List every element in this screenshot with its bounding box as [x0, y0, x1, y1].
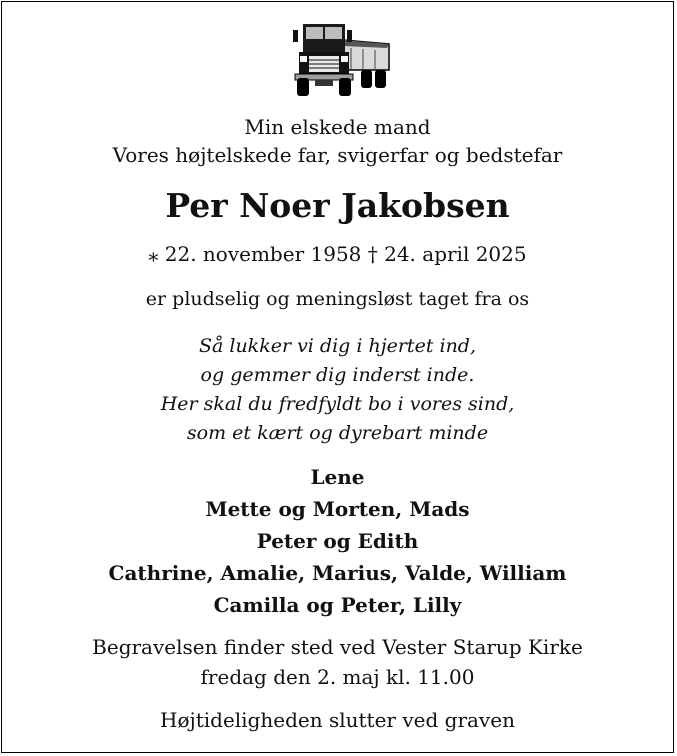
family-line-4: Cathrine, Amalie, Marius, Valde, William	[108, 561, 567, 585]
closing-text: Højtideligheden slutter ved graven	[160, 708, 515, 732]
family-line-3: Peter og Edith	[256, 529, 419, 553]
intro-line-2: Vores højtelskede far, svigerfar og bedstefar	[112, 143, 563, 167]
funeral-time: fredag den 2. maj kl. 11.00	[200, 665, 475, 689]
announcement-text: er pludselig og meningsløst taget fra os	[145, 288, 530, 310]
deceased-name: Per Noer Jakobsen	[165, 186, 510, 225]
family-line-2: Mette og Morten, Mads	[205, 497, 470, 521]
family-line-1: Lene	[310, 465, 365, 489]
truck-icon	[285, 16, 395, 98]
family-line-5: Camilla og Peter, Lilly	[213, 593, 462, 617]
poem-line-1: Så lukker vi dig i hjertet ind,	[198, 335, 477, 357]
intro-line-1: Min elskede mand	[244, 115, 431, 139]
poem-line-2: og gemmer dig inderst inde.	[200, 364, 475, 386]
poem-line-4: som et kært og dyrebart minde	[186, 422, 489, 444]
life-dates: ⁎ 22. november 1958 † 24. april 2025	[148, 242, 527, 266]
poem-line-3: Her skal du fredfyldt bo i vores sind,	[160, 393, 515, 415]
funeral-place: Begravelsen finder sted ved Vester Starup Kirke	[92, 635, 583, 659]
obituary-notice	[1, 1, 674, 753]
